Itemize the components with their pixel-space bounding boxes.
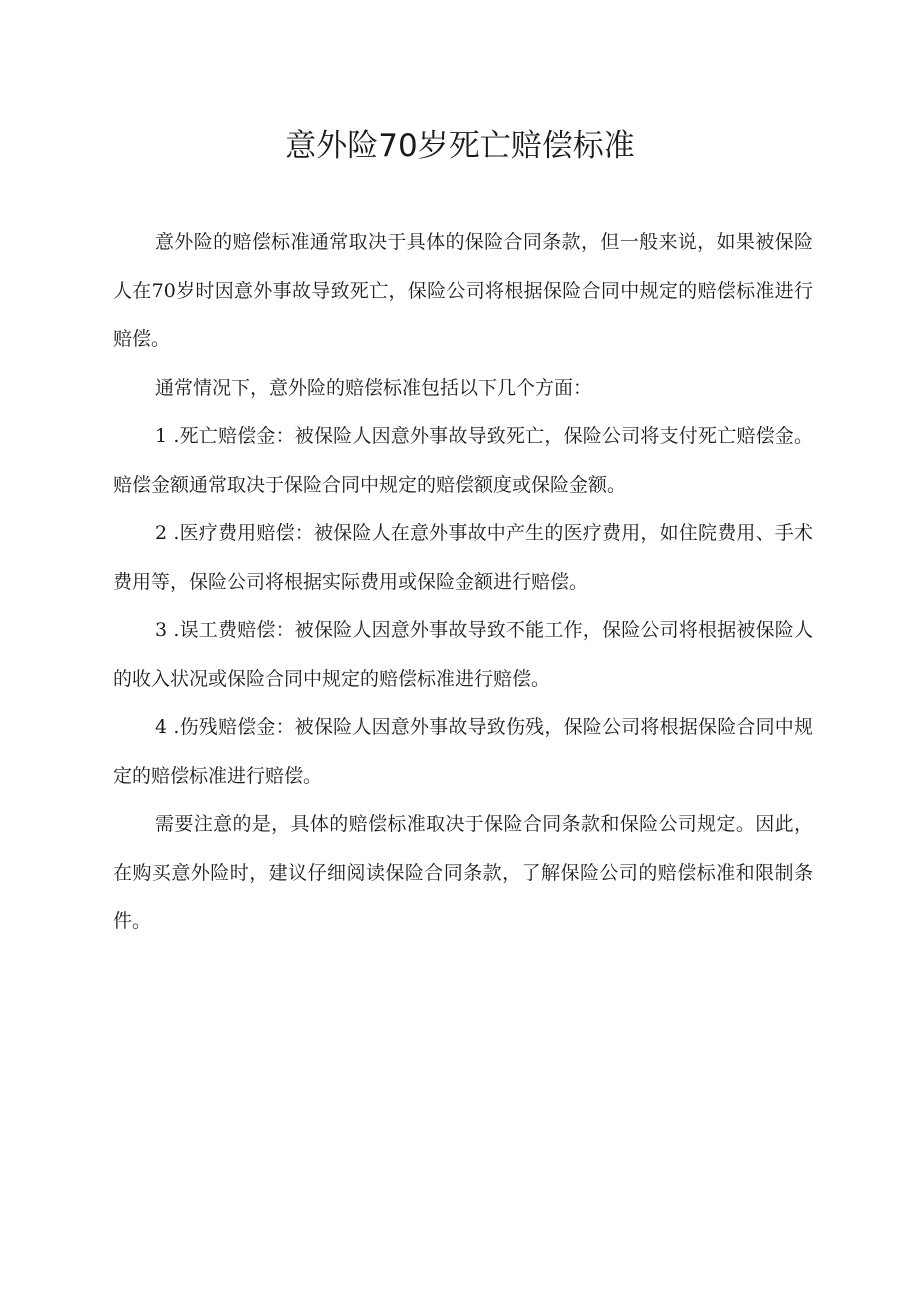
document-body xyxy=(113,218,813,946)
paragraph-item-lost-wages: 3 .误工费赔偿：被保险人因意外事故导致不能工作，保险公司将根据被保险人的收入状况或保险合同中规定的赔偿标准进行赔偿。 xyxy=(113,619,813,690)
paragraph-intro: 意外险的赔偿标准通常取决于具体的保险合同条款，但一般来说，如果被保险人在70岁时因意外事故导致死亡，保险公司将根据保险合同中规定的赔偿标准进行赔偿。 xyxy=(113,231,813,350)
paragraph-item-disability-benefit: 4 .伤残赔偿金：被保险人因意外事故导致伤残，保险公司将根据保险合同中规定的赔偿标准进行赔偿。 xyxy=(113,716,813,787)
paragraph-overview: 通常情况下，意外险的赔偿标准包括以下几个方面： xyxy=(155,376,593,399)
paragraph-item-death-benefit: 1 .死亡赔偿金：被保险人因意外事故导致死亡，保险公司将支付死亡赔偿金。赔偿金额通常取决于保险合同中规定的赔偿额度或保险金额。 xyxy=(113,425,813,496)
document-title: 意外险70岁死亡赔偿标准 xyxy=(285,128,635,164)
paragraph-note: 需要注意的是，具体的赔偿标准取决于保险合同条款和保险公司规定。因此，在购买意外险时，建议仔细阅读保险合同条款，了解保险公司的赔偿标准和限制条件。 xyxy=(113,813,813,932)
paragraph-item-medical-expenses: 2 .医疗费用赔偿：被保险人在意外事故中产生的医疗费用，如住院费用、手术费用等，保险公司将根据实际费用或保险金额进行赔偿。 xyxy=(113,522,813,593)
